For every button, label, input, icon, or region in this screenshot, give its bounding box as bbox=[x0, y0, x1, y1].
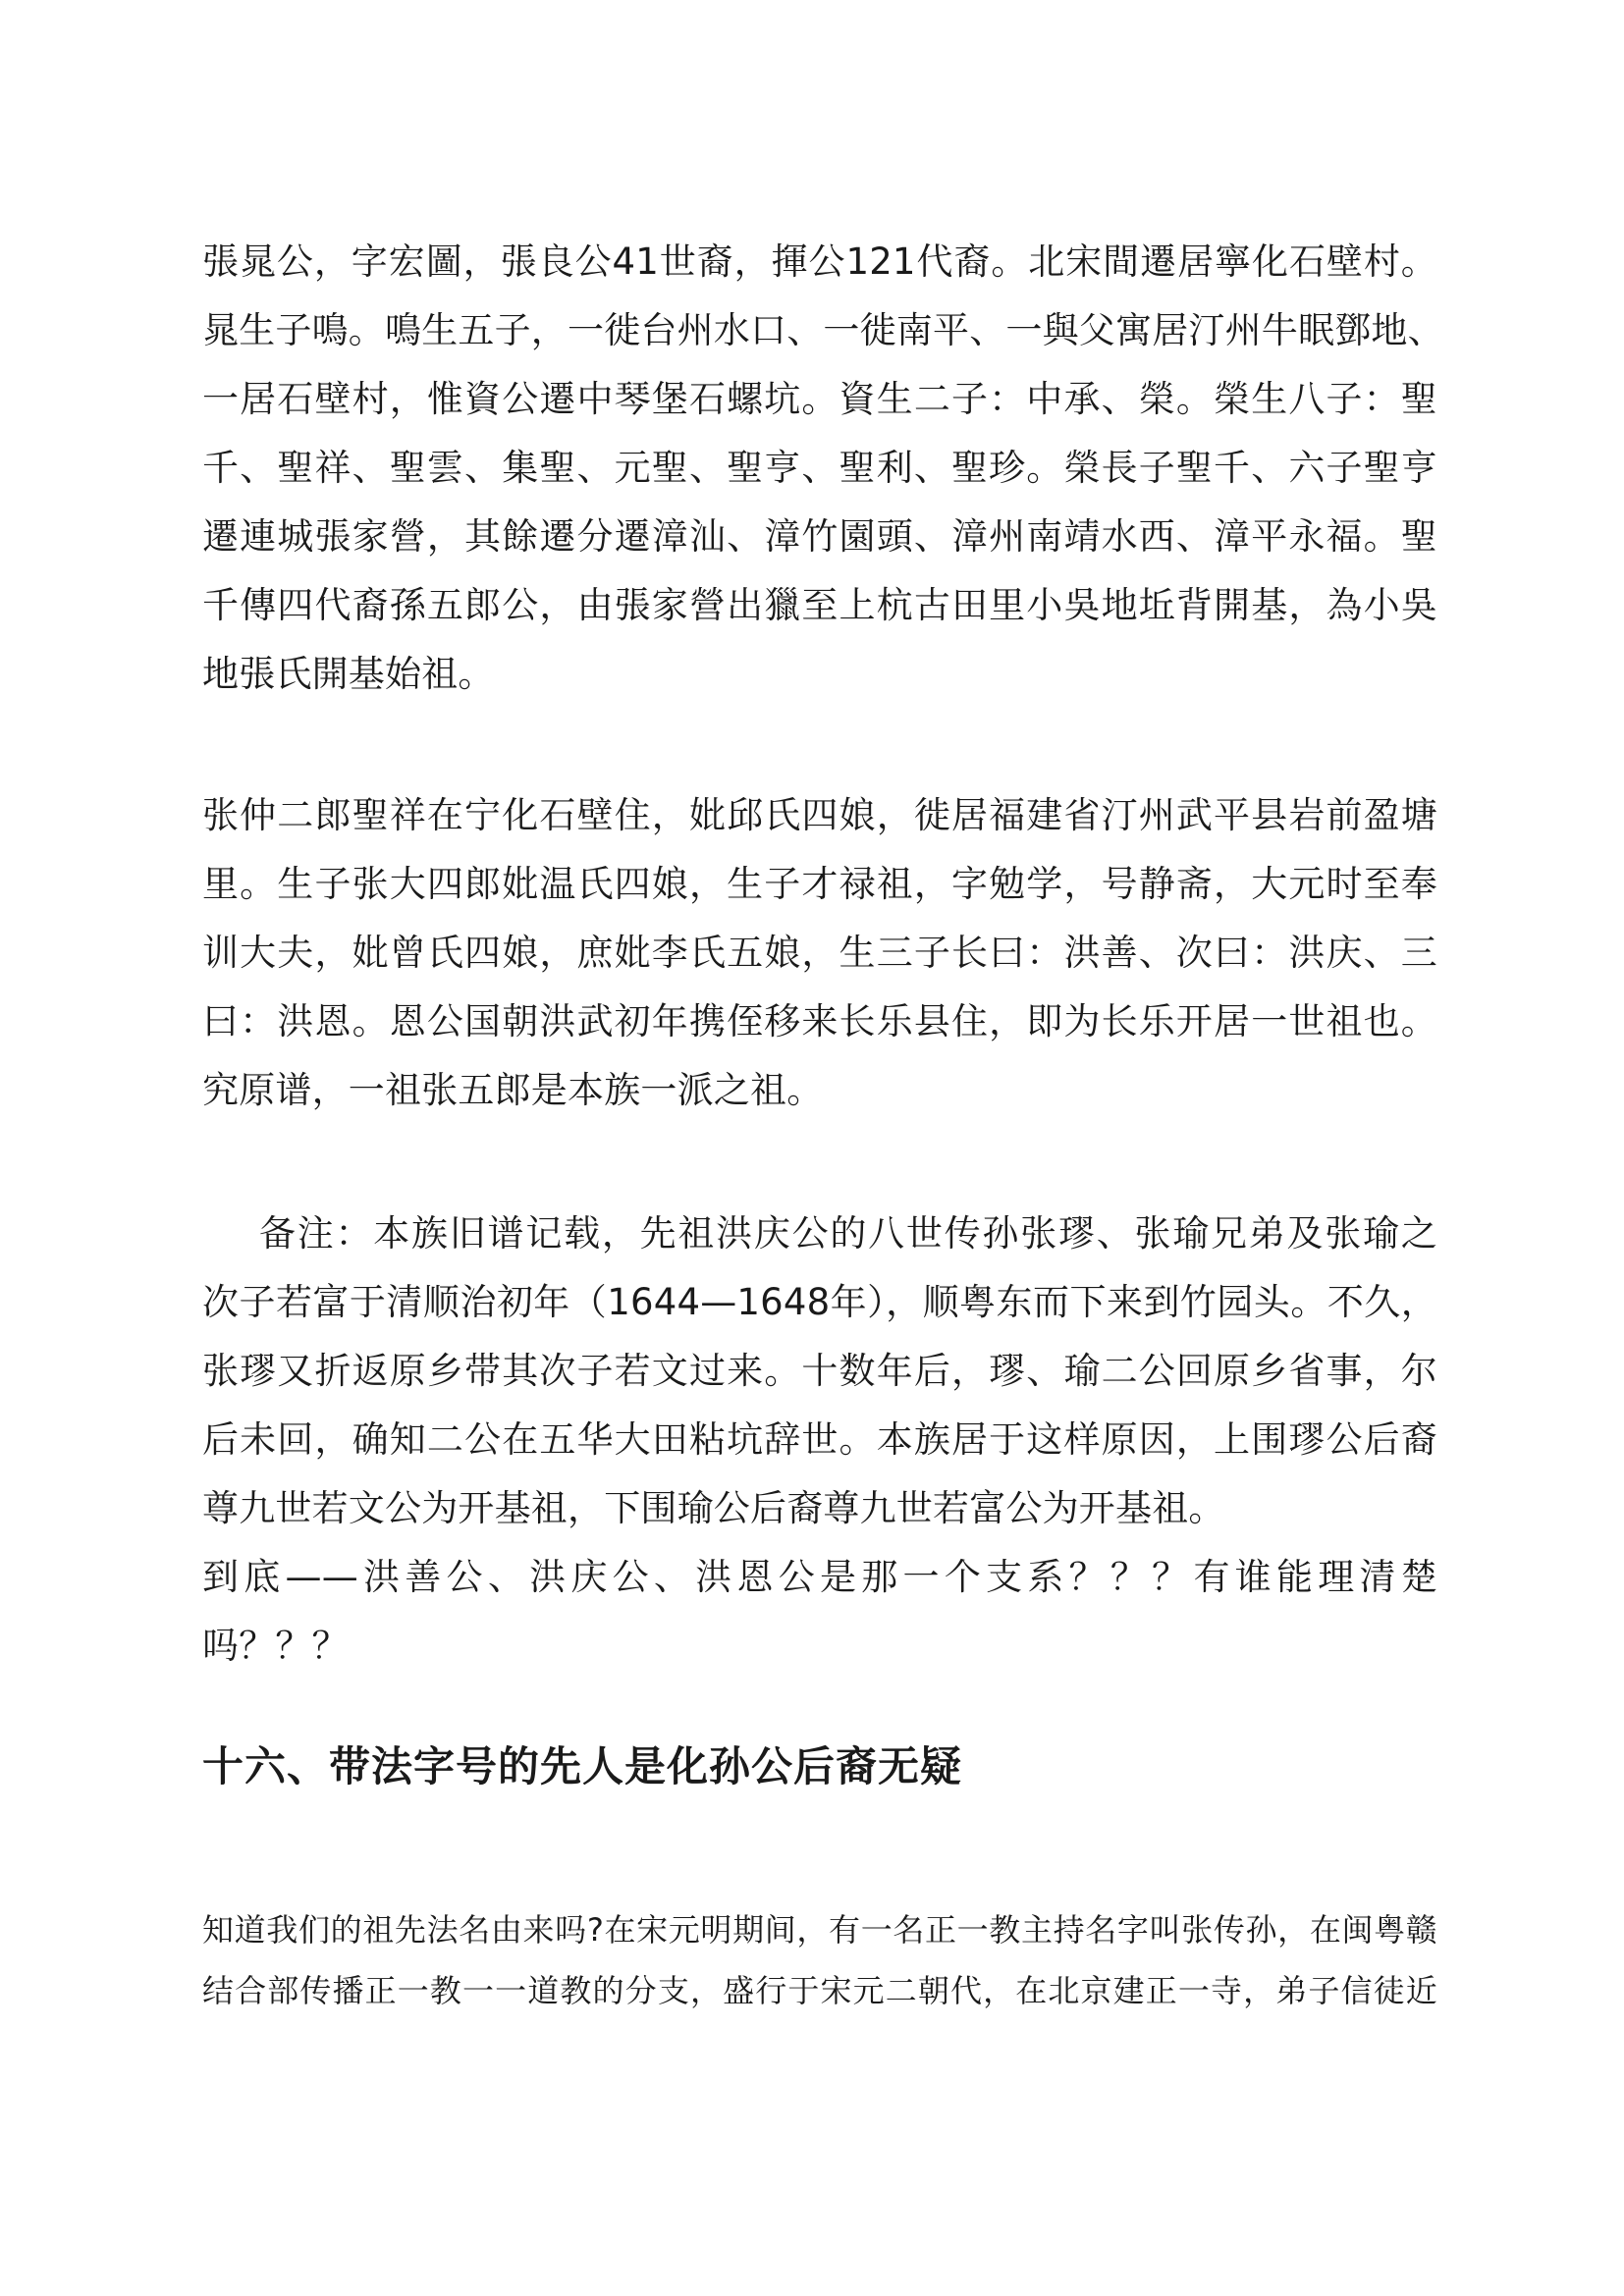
text-line: 次子若富于清顺治初年（1644—1648年），顺粤东而下来到竹园头。不久， bbox=[202, 1281, 1437, 1323]
text-line: 后未回，确知二公在五华大田粘坑辞世。本族居于这样原因，上围璆公后裔 bbox=[202, 1418, 1437, 1461]
text-line: 千、聖祥、聖雲、集聖、元聖、聖亨、聖利、聖珍。榮長子聖千、六子聖亨 bbox=[202, 447, 1437, 489]
text-line: 尊九世若文公为开基祖，下围瑜公后裔尊九世若富公为开基祖。 bbox=[202, 1487, 1225, 1529]
text-line: 张仲二郎聖祥在宁化石壁住，妣邱氏四娘，徙居福建省汀州武平县岩前盈塘 bbox=[202, 794, 1437, 836]
text-line: 究原谱，一祖张五郎是本族一派之祖。 bbox=[202, 1069, 824, 1111]
section-heading bbox=[202, 1737, 1437, 1796]
text-line: 遷連城張家營，其餘遷分遷漳汕、漳竹園頭、漳州南靖水西、漳平永福。聖 bbox=[202, 515, 1437, 558]
text-line: 一居石壁村，惟資公遷中琴堡石螺坑。資生二子：中承、榮。榮生八子：聖 bbox=[202, 378, 1437, 420]
text-line: 吗？？？ bbox=[202, 1625, 349, 1667]
paragraph-zhang-zhong-erlang bbox=[202, 781, 1437, 1125]
text-line: 张璆又折返原乡带其次子若文过来。十数年后，璆、瑜二公回原乡省事，尔 bbox=[202, 1350, 1437, 1392]
text-line: 训大夫，妣曾氏四娘，庶妣李氏五娘，生三子长曰：洪善、次曰：洪庆、三 bbox=[202, 932, 1437, 974]
text-line: 结合部传播正一教一一道教的分支，盛行于宋元二朝代，在北京建正一寺，弟子信徒近 bbox=[202, 1972, 1437, 2009]
paragraph-fa-names bbox=[202, 1899, 1437, 2021]
text-line: 里。生子张大四郎妣温氏四娘，生子才禄祖，字勉学，号静斋，大元时至奉 bbox=[202, 863, 1437, 905]
text-line: 曰：洪恩。恩公国朝洪武初年携侄移来长乐县住，即为长乐开居一世祖也。 bbox=[202, 1000, 1437, 1042]
text-line: 張晁公，字宏圖，張良公41世裔，揮公121代裔。北宋間遷居寧化石壁村。 bbox=[202, 240, 1437, 283]
paragraph-remarks bbox=[202, 1200, 1437, 1681]
text-line: 到底——洪善公、洪庆公、洪恩公是那一个支系？？？有谁能理清楚 bbox=[202, 1556, 1437, 1598]
text-line: 千傳四代裔孫五郎公，由張家營出獵至上杭古田里小吳地坵背開基，為小吳 bbox=[202, 584, 1437, 626]
text-line: 地張氏開基始祖。 bbox=[202, 653, 495, 695]
text-line: 知道我们的祖先法名由来吗?在宋元明期间，有一名正一教主持名字叫张传孙，在闽粤赣 bbox=[202, 1911, 1437, 1949]
text-line: 晁生子鳴。鳴生五子，一徙台州水口、一徙南平、一與父寓居汀州牛眠鄧地、 bbox=[202, 309, 1444, 351]
page-title: 十六、带法字号的先人是化孙公后裔无疑 bbox=[202, 1742, 963, 1790]
paragraph-zhang-chao bbox=[202, 228, 1444, 709]
text-line: 备注：本族旧谱记载，先祖洪庆公的八世传孙张璆、张瑜兄弟及张瑜之 bbox=[259, 1212, 1437, 1255]
